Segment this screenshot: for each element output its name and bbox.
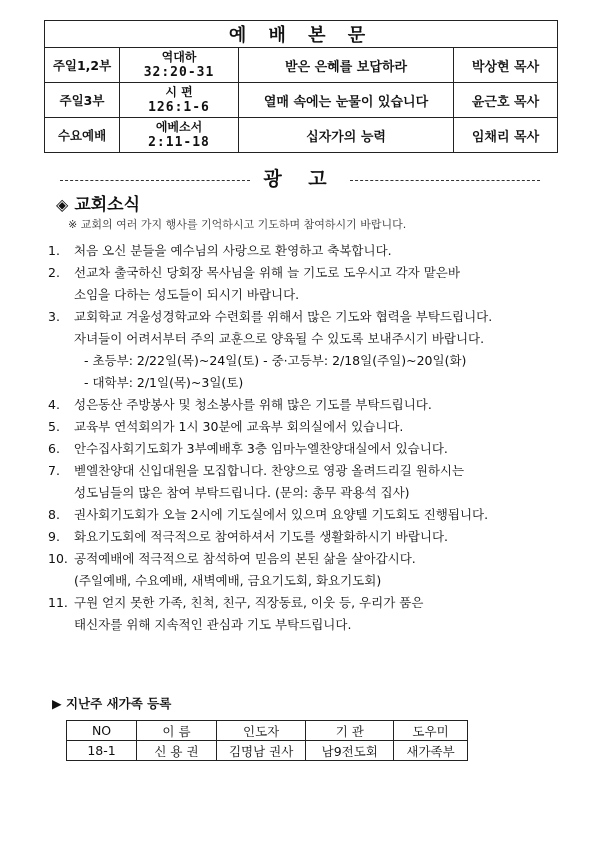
scripture (120, 83, 239, 118)
announcement-line: 권사회기도회가 오늘 2시에 기도실에서 있으며 요양텔 기도회도 진행됩니다. (74, 507, 489, 522)
scripture-ref: 126:1-6 (148, 100, 210, 115)
service-name: 수요예배 (45, 118, 120, 153)
sermon-title: 예 배 본 문 (45, 21, 558, 48)
announcement-item (44, 592, 564, 636)
preacher: 박상현 목사 (454, 48, 558, 83)
announcement-item (44, 460, 564, 504)
scripture-book: 역대하 (161, 50, 197, 64)
announcement-number: 10. (48, 551, 68, 566)
column-header: 인도자 (216, 721, 306, 741)
announcement-line: 자녀들이 어려서부터 주의 교훈으로 양육될 수 있도록 보내주시기 바랍니다. (74, 331, 485, 346)
announcement-line: 교육부 연석회의가 1시 30분에 교육부 회의실에서 있습니다. (74, 419, 404, 434)
announcement-line: (주일예배, 수요예배, 새벽예배, 금요기도회, 화요기도회) (74, 573, 382, 588)
announcement-line: 성도님들의 많은 참여 부탁드립니다. (문의: 총무 곽용석 집사) (74, 485, 410, 500)
announcement-number: 6. (48, 441, 60, 456)
new-family-table (66, 720, 468, 761)
scripture-book: 시 편 (165, 85, 193, 99)
announcement-item (44, 438, 564, 460)
column-header: 기 관 (306, 721, 394, 741)
table-cell: 신 용 권 (137, 741, 217, 761)
preacher: 윤근호 목사 (454, 83, 558, 118)
sermon-row (45, 118, 558, 153)
announcement-item (44, 416, 564, 438)
new-family-heading: ▶ 지난주 새가족 등록 (52, 696, 172, 711)
church-news-heading (56, 190, 140, 215)
column-header: NO (67, 721, 137, 741)
announcement-item (44, 394, 564, 416)
announcement-line: 구원 얻지 못한 가족, 친척, 친구, 직장동료, 이웃 등, 우리가 품은 (74, 595, 424, 610)
announcement-number: 11. (48, 595, 68, 610)
announcement-line: 태신자를 위해 지속적인 관심과 기도 부탁드립니다. (74, 617, 352, 632)
announcement-line: - 대학부: 2/1일(목)~3일(토) (84, 375, 244, 390)
table-cell: 남9전도회 (306, 741, 394, 761)
announcement-number: 4. (48, 397, 60, 412)
sermon-topic: 받은 은혜를 보답하라 (239, 48, 454, 83)
scripture-ref: 32:20-31 (143, 65, 215, 80)
diamond-icon: ◈ (56, 195, 69, 214)
announcement-line: 안수집사회기도회가 3부예배후 3층 임마누엘찬양대실에서 있습니다. (74, 441, 448, 456)
announcement-list (44, 240, 564, 636)
table-header-row (67, 721, 468, 741)
dashed-divider (350, 180, 540, 181)
announcement-item (44, 262, 564, 306)
announcements-header (60, 162, 540, 188)
table-row (67, 741, 468, 761)
announcement-item (44, 240, 564, 262)
announcement-number: 5. (48, 419, 60, 434)
announcement-line: 공적예배에 적극적으로 참석하여 믿음의 본된 삶을 살아갑시다. (74, 551, 416, 566)
announcement-line: 선교차 출국하신 당회장 목사님을 위해 늘 기도로 도우시고 각자 맡은바 (74, 265, 460, 280)
announcement-number: 1. (48, 243, 60, 258)
scripture-ref: 2:11-18 (148, 135, 210, 150)
announcement-number: 9. (48, 529, 60, 544)
announcement-line: 소임을 다하는 성도들이 되시기 바랍니다. (74, 287, 300, 302)
church-news-note: ※ 교회의 여러 가지 행사를 기억하시고 기도하며 참여하시기 바랍니다. (68, 218, 407, 231)
announcement-item (44, 504, 564, 526)
announcements-title: 광 고 (263, 168, 337, 190)
sermon-row (45, 83, 558, 118)
sermon-topic: 열매 속에는 눈물이 있습니다 (239, 83, 454, 118)
announcement-line: 성은동산 주방봉사 및 청소봉사를 위해 많은 기도를 부탁드립니다. (74, 397, 432, 412)
table-cell: 새가족부 (394, 741, 468, 761)
service-name: 주일3부 (45, 83, 120, 118)
scripture (120, 118, 239, 153)
dashed-divider (60, 180, 250, 181)
sermon-topic: 십자가의 능력 (239, 118, 454, 153)
announcement-number: 2. (48, 265, 60, 280)
announcement-number: 7. (48, 463, 60, 478)
announcement-number: 8. (48, 507, 60, 522)
service-name: 주일1,2부 (45, 48, 120, 83)
scripture (120, 48, 239, 83)
announcement-item (44, 548, 564, 592)
announcement-line: - 초등부: 2/22일(목)~24일(토) - 중·고등부: 2/18일(주일)~20일(화) (84, 353, 467, 368)
announcement-item (44, 526, 564, 548)
announcement-item (44, 306, 564, 394)
announcement-line: 교회학교 겨울성경학교와 수련회를 위해서 많은 기도와 협력을 부탁드립니다. (74, 309, 493, 324)
church-news-label: 교회소식 (74, 195, 141, 215)
table-cell: 김명남 권사 (216, 741, 306, 761)
column-header: 도우미 (394, 721, 468, 741)
sermon-table (44, 20, 558, 153)
announcement-line: 처음 오신 분들을 예수님의 사랑으로 환영하고 축복합니다. (74, 243, 392, 258)
table-cell: 18-1 (67, 741, 137, 761)
announcement-line: 벧엘찬양대 신입대원을 모집합니다. 찬양으로 영광 올려드리길 원하시는 (74, 463, 465, 478)
announcement-line: 화요기도회에 적극적으로 참여하셔서 기도를 생활화하시기 바랍니다. (74, 529, 449, 544)
preacher: 임채리 목사 (454, 118, 558, 153)
scripture-book: 에베소서 (155, 120, 203, 134)
announcement-number: 3. (48, 309, 60, 324)
sermon-row (45, 48, 558, 83)
column-header: 이 름 (137, 721, 217, 741)
